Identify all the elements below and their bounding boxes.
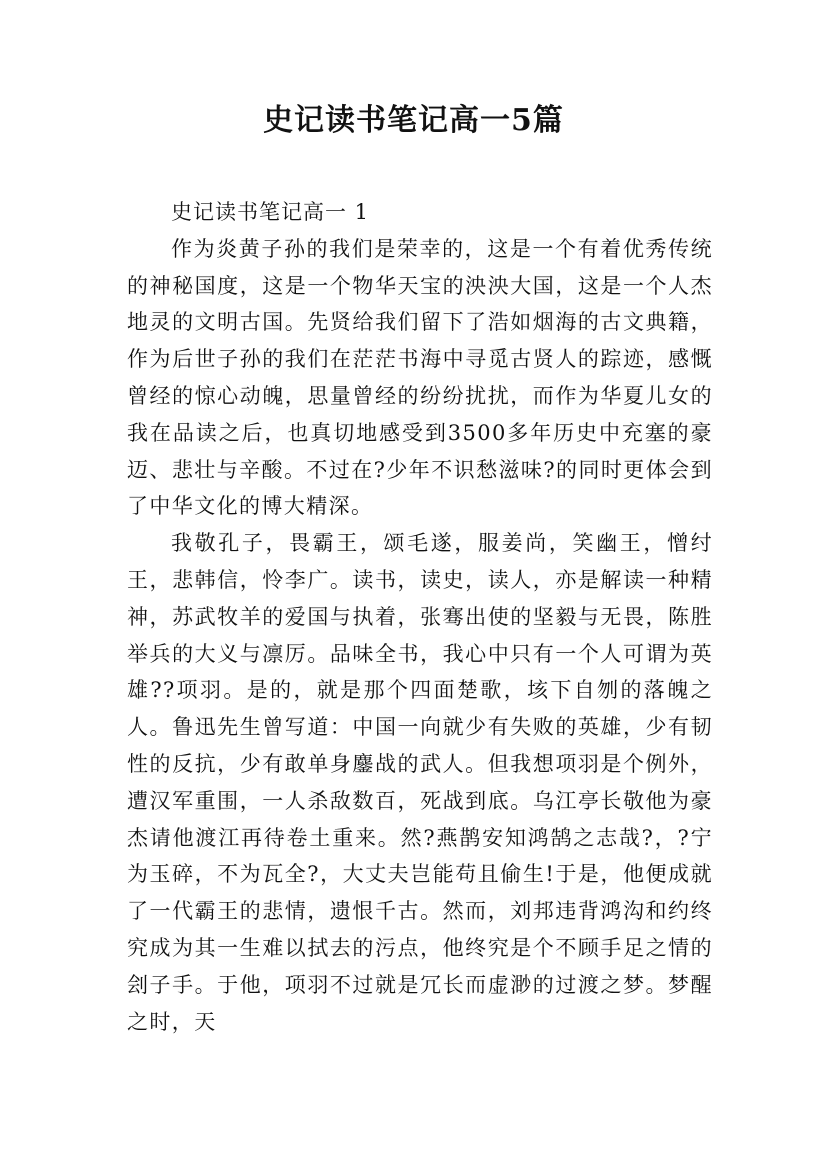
paragraph-1: 作为炎黄子孙的我们是荣幸的，这是一个有着优秀传统的神秘国度，这是一个物华天宝的泱泱大国，这是一个人杰地灵的文明古国。先贤给我们留下了浩如烟海的古文典籍，作为后世子孙的我们在茫茫书海中寻觅古贤人的踪迹，感慨曾经的惊心动魄，思量曾经的纷纷扰扰，而作为华夏儿女的我在品读之后，也真切地感受到3500多年历史中充塞的豪迈、悲壮与辛酸。不过在?少年不识愁滋味?的同时更体会到了中华文化的博大精深。: [127, 236, 713, 519]
paragraph-2: 我敬孔子，畏霸王，颂毛遂，服姜尚，笑幽王，憎纣王，悲韩信，怜李广。读书，读史，读人，亦是解读一种精神，苏武牧羊的爱国与执着，张骞出使的坚毅与无畏，陈胜举兵的大义与凛厉。品味全书，我心中只有一个人可谓为英雄??项羽。是的，就是那个四面楚歌，垓下自刎的落魄之人。鲁迅先生曾写道：中国一向就少有失败的英雄，少有韧性的反抗，少有敢单身鏖战的武人。但我想项羽是个例外，遭汉军重围，一人杀敌数百，死战到底。乌江亭长敬他为豪杰请他渡江再待卷土重来。然?燕鹊安知鸿鹄之志哉?，?宁为玉碎，不为瓦全?，大丈夫岂能苟且偷生!于是，他便成就了一代霸王的悲情，遗恨千古。然而，刘邦违背鸿沟和约终究成为其一生难以拭去的污点，他终究是个不顾手足之情的刽子手。于他，项羽不过就是冗长而虚渺的过渡之梦。梦醒之时，天: [127, 531, 713, 1034]
document-title: 史记读书笔记高一5篇: [263, 103, 564, 138]
section-heading: 史记读书笔记高一 1: [171, 200, 370, 224]
document-body: [127, 194, 713, 1040]
